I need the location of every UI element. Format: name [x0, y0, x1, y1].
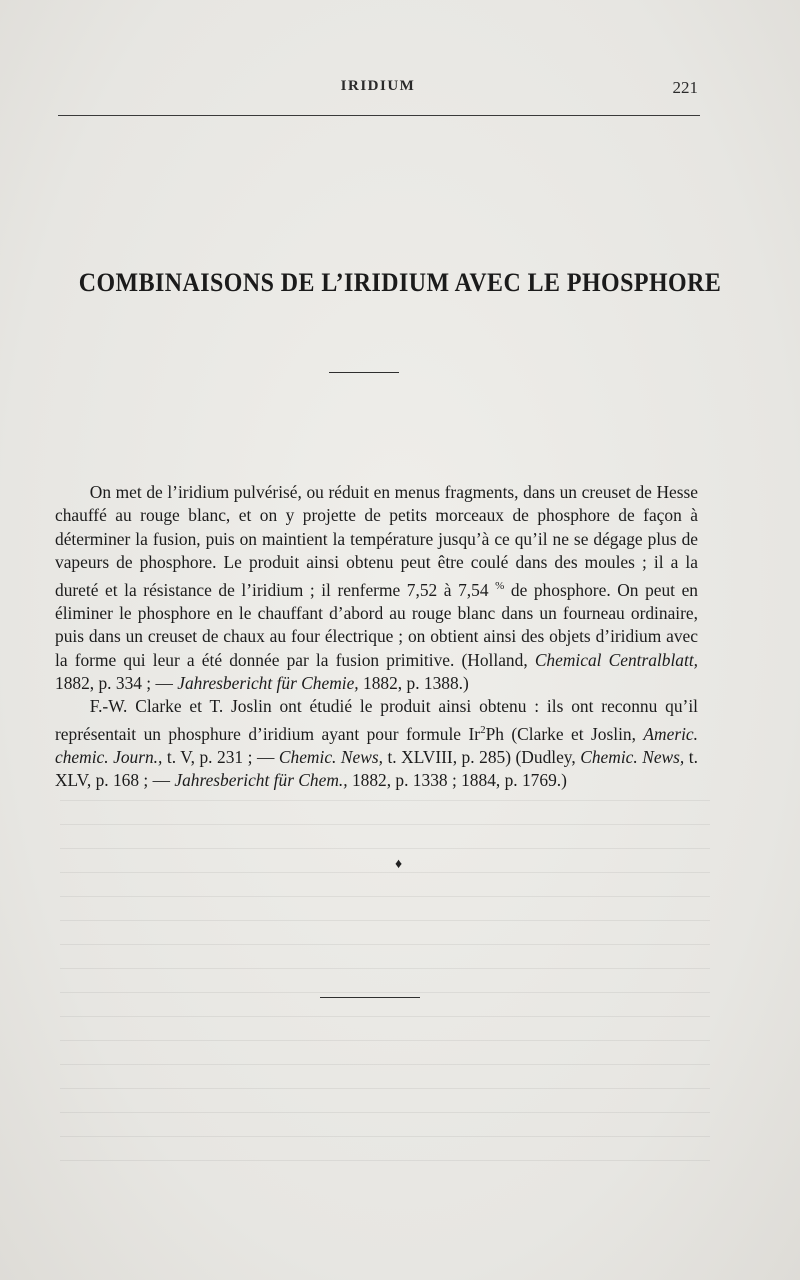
formula-superscript: 2 — [480, 723, 486, 736]
running-head — [58, 78, 698, 102]
citation: Jahresbericht für Chemie, — [177, 673, 359, 694]
ornament-icon: ♦ — [395, 857, 403, 872]
citation: Americ. chemic. Journ., — [55, 723, 698, 768]
paragraph-2: F.-W. Clarke et T. Joslin ont étudié le produit ainsi obtenu : ils ont reconnu qu’il représentait un phosphure d’iridium ayant pour formule Ir$^2$Ph (Clarke et Joslin, Americ. chemic. Journ., t. V, p. 231 ; — Chemic. News, t. XLVIII, p. 285) (Dudley, Chemic. News, t. XLV, p. 168 ; — Jahresbericht für Chem., 1882, p. 1338 ; 1884, p. 1769.) — [55, 696, 698, 791]
page-number: 221 — [672, 78, 698, 97]
citation: Jahresbericht für Chem., — [174, 770, 348, 791]
title-rule — [329, 372, 399, 373]
citation: Chemic. News, — [278, 747, 383, 768]
chapter-title: COMBINAISONS DE L’IRIDIUM AVEC LE PHOSPHORE — [78, 268, 722, 297]
section-end-rule — [320, 997, 420, 998]
body-text — [55, 481, 698, 793]
bleed-through-texture — [60, 800, 710, 1180]
percent-superscript: % — [495, 579, 505, 592]
running-title: IRIDIUM — [340, 78, 416, 94]
citation: Chemic. News, — [580, 747, 685, 768]
citation: Chemical Centralblatt, — [534, 649, 698, 670]
paragraph-1: On met de l’iridium pulvérisé, ou réduit en menus fragments, dans un creuset de Hesse chauffé au rouge blanc, et on y projette de petits morceaux de phosphore de façon à déterminer la fusion, puis on maintient la température jusqu’à ce qu’il ne se dégage plus de vapeurs de phosphore. Le produit ainsi obtenu peut être coulé dans des moules ; il a la dureté et la résistance de l’iridium ; il renferme 7,52 à 7,54 % de phosphore. On peut en éliminer le phosphore en le chauffant d’abord au rouge blanc dans un fourneau ordinaire, puis dans un creuset de chaux au four électrique ; on obtient ainsi des objets d’iridium avec la forme qui leur a été donnée par la fusion primitive. (Holland, Chemical Centralblatt, 1882, p. 334 ; — Jahresbericht für Chemie, 1882, p. 1388.) — [55, 482, 699, 694]
header-rule — [58, 115, 700, 116]
